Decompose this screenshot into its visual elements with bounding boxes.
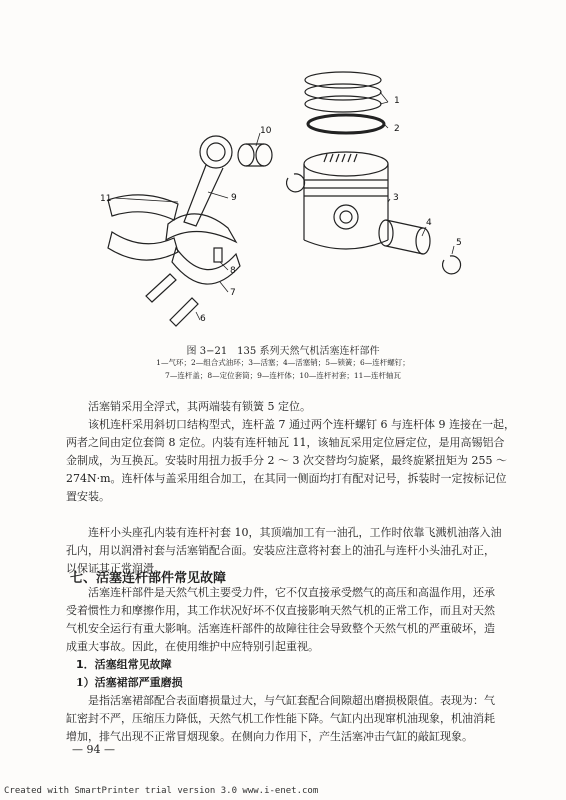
- paragraph-line: 增加，排气出现不正常冒烟现象。在侧向力作用下，产生活塞冲击气缸的敲缸现象。: [66, 730, 473, 743]
- callout-2: 2: [394, 124, 400, 134]
- rod-bolts-drawing: [146, 274, 198, 326]
- paragraph-line: 成重大事故。因此，在使用维护中应特别引起重视。: [66, 640, 319, 653]
- paragraph-line: 274N·m。连杆体与盖采用组合加工，在其同一侧面均打有配对记号，拆装时一定按标记位: [66, 472, 507, 485]
- callout-3: 3: [393, 193, 399, 203]
- paragraph-line: 置安装。: [66, 490, 110, 503]
- circlip-left-drawing: [287, 174, 305, 192]
- leader-lines: [114, 92, 454, 320]
- sub-subsection-heading: 1）活塞裙部严重磨损: [76, 676, 183, 689]
- page-number: — 94 —: [72, 743, 115, 756]
- callout-6: 6: [200, 314, 206, 324]
- paragraph-piston-pin: [66, 398, 518, 416]
- circlip-right-drawing: [443, 256, 461, 274]
- figure-caption-legend-line-2: 7—连杆盖；8—定位套筒；9—连杆体；10—连杆衬套；11—连杆轴瓦: [165, 371, 401, 380]
- figure-piston-connecting-rod: [88, 52, 488, 337]
- connecting-rod-drawing: [166, 136, 236, 242]
- paragraph-line: 两者之间由定位套筒 8 定位。内装有连杆轴瓦 11，该轴瓦采用定位唇定位，是用高锡铝合: [66, 436, 505, 449]
- callout-7: 7: [230, 288, 236, 298]
- callout-8: 8: [230, 266, 236, 276]
- paragraph-line: 气机安全运行有重大影响。活塞连杆部件的故障往往会导致整个天然气机的严重破坏，造: [66, 622, 495, 635]
- figure-caption-legend-line-1: 1—气环；2—组合式油环；3—活塞；4—活塞销；5—锁簧；6—连杆螺钉；: [156, 358, 410, 367]
- piston-pin-drawing: [379, 220, 430, 254]
- paragraph-line: 孔内，用以润滑衬套与活塞销配合面。安装应注意将衬套上的油孔与连杆小头油孔对正，: [66, 544, 495, 557]
- callout-11: 11: [100, 194, 112, 204]
- paragraph-overview: [66, 584, 518, 656]
- paragraph-connecting-rod: [66, 416, 518, 506]
- paragraph-line: 活塞连杆部件是天然气机主要受力件，它不仅直接承受燃气的高压和高温作用，还承: [88, 586, 495, 599]
- paragraph-skirt-wear: [66, 692, 518, 746]
- callout-10: 10: [260, 126, 272, 136]
- paragraph-line: 受着惯性力和摩擦作用，其工作状况好坏不仅直接影响天然气机的正常工作，而且对天然: [66, 604, 495, 617]
- paragraph-line: 金制成，为互换瓦。安装时用扭力扳手分 2 ～ 3 次交替均匀旋紧，最终旋紧扭矩为 255 ～: [66, 454, 507, 467]
- callout-4: 4: [426, 218, 432, 228]
- section-heading: 七、活塞连杆部件常见故障: [70, 571, 227, 586]
- paragraph-line: 是指活塞裙部配合表面磨损量过大，与气缸套配合间隙超出磨损极限值。表现为：气: [88, 694, 495, 707]
- figure-caption-title: 图 3−21 135 系列天然气机活塞连杆部件: [186, 346, 380, 357]
- paragraph-line: 该机连杆采用斜切口结构型式，连杆盖 7 通过两个连杆螺钉 6 与连杆体 9 连接在一起，: [88, 418, 515, 431]
- subsection-heading: 1．活塞组常见故障: [76, 658, 172, 671]
- callout-1: 1: [394, 96, 400, 106]
- figure-drawing: [88, 52, 488, 337]
- bush-drawing: [238, 144, 272, 166]
- callout-5: 5: [456, 238, 462, 248]
- callout-9: 9: [231, 193, 237, 203]
- watermark-text: Created with SmartPrinter trial version 3.0 www.i-enet.com: [4, 786, 319, 796]
- piston-rings-drawing: [305, 72, 384, 133]
- paragraph-line: 以保证其正常润滑。: [66, 562, 165, 575]
- paragraph-line: 活塞销采用全浮式，其两端装有锁簧 5 定位。: [88, 400, 311, 413]
- paragraph-line: 缸密封不严，压缩压力降低，天然气机工作性能下降。气缸内出现窜机油现象，机油消耗: [66, 712, 495, 725]
- piston-drawing: [304, 152, 388, 249]
- dowel-sleeve-drawing: [214, 248, 222, 262]
- paragraph-line: 连杆小头座孔内装有连杆衬套 10，其顶端加工有一油孔，工作时依靠飞溅机油落入油: [88, 526, 502, 539]
